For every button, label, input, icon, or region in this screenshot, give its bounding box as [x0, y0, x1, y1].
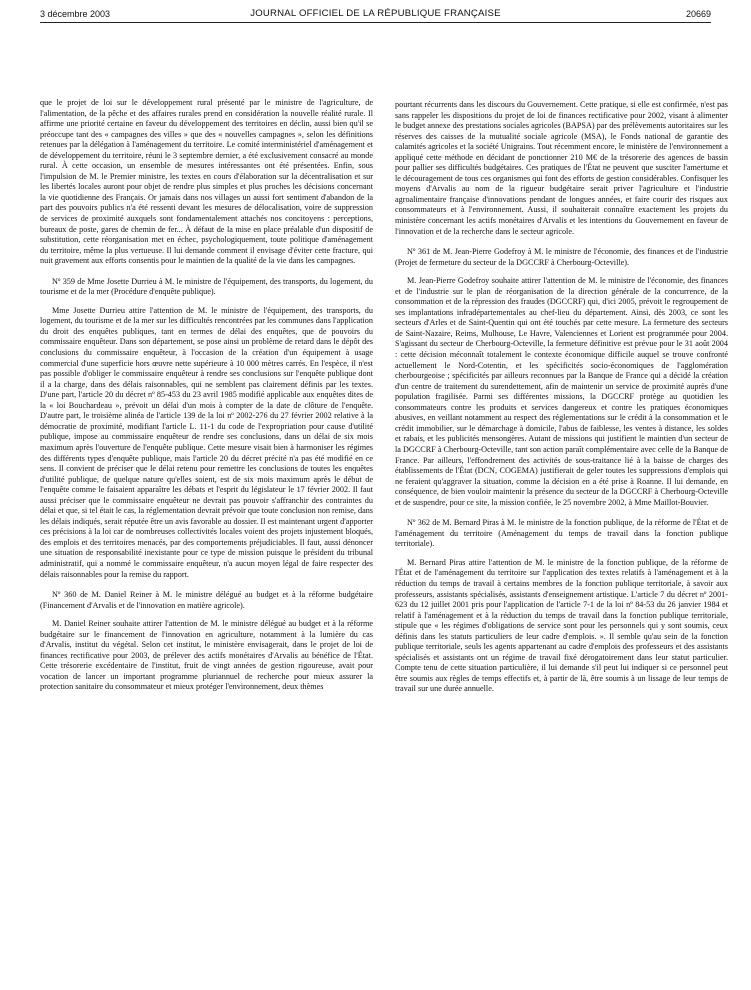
- question-360-heading: Nº 360 de M. Daniel Reiner à M. le ministre délégué au budget et à la réforme budgétaire (Financement d'Arvalis et de l'innovation en matière agricole).: [40, 590, 373, 610]
- question-361-heading: Nº 361 de M. Jean-Pierre Godefroy à M. le ministre de l'économie, des finances et de l'industrie (Projet de fermeture du secteur de la DGCCRF à Cherbourg-Octeville).: [395, 247, 728, 267]
- left-column: [40, 98, 373, 693]
- page-number: 20669: [685, 9, 711, 19]
- question-359-heading: Nº 359 de Mme Josette Durrieu à M. le ministre de l'équipement, des transports, du logement, du tourisme et de la mer (Procédure d'enquête publique).: [40, 276, 373, 297]
- question-359-body: Mme Josette Durrieu attire l'attention de M. le ministre de l'équipement, des transports, du logement, du tourisme et de la mer sur les difficultés rencontrées par les communes dans l'application du droit des enquêtes publiques, tant en termes de délai des enquêtes, que de pouvoirs du commissaire enquêteur. Dans son département, se pose ainsi un problème de retard dans le dépôt des conclusions du commissaire enquêteur, à l'occasion de la création d'un équipement à usage commercial d'une superficie hors œuvre nette supérieure à 10 000 mètres carrés. En l'espèce, il n'est pas possible d'obliger le commissaire enquêteur à rendre ses conclusions sur l'enquête publique dont il a la charge, dans des délais raisonnables, qui ne semblent pas clairement définis par les textes. D'une part, l'article 20 du décret nº 85-453 du 23 avril 1985 modifié applicable aux enquêtes dites de la « loi Bouchardeau », prévoit un délai d'un mois à compter de la date de clôture de l'enquête. D'autre part, le troisième alinéa de l'article 139 de la loi nº 2002-276 du 27 février 2002 relative à la démocratie de proximité, modifiant l'article L. 11-1 du code de l'expropriation pour cause d'utilité publique, impose au commissaire enquêteur de rendre ses conclusions, dans un délai de six mois maximum après l'ouverture de l'enquête publique. Cette mesure visait bien à harmoniser les régimes des différents types d'enquête publique, mais l'article 20 du décret précité n'a pas été modifié en ce sens. Il convient de préciser que le délai retenu pour remettre les conclusions de toutes les enquêtes d'utilité publique, de quelque nature qu'elles soient, est de six mois maximum après le début de l'enquête comme le faisaient apparaître les débats et l'esprit du législateur le 17 février 2002. Il faut aussi préciser que le commissaire enquêteur ne devrait pas pouvoir s'affranchir des contraintes du délai et que, si tel était le cas, la réglementation devrait prévoir que toute conclusion non remise, dans les délais indiqués, serait réputée être un avis favorable au dossier. Il est maintenant urgent d'apporter ces précisions à la loi car de nombreuses collectivités locales voient des projets injustement bloqués, des emplois et des territoires menacés, par des comportements préjudiciables. Il faut, aussi dénoncer une situation de responsabilité inexistante pour ce type de mission puisque le président du tribunal administratif, qui a nommé le commissaire enquêteur, n'a aucun moyen légal de faire respecter des délais raisonnables pour la remise du rapport.: [40, 305, 373, 579]
- question-362-heading: Nº 362 de M. Bernard Piras à M. le ministre de la fonction publique, de la réforme de l'État et de l'aménagement du territoire (Aménagement du temps de travail dans la fonction publique territoriale).: [395, 518, 728, 549]
- question-360-body: M. Daniel Reiner souhaite attirer l'attention de M. le ministre délégué au budget et à la réforme budgétaire sur le financement de l'innovation en agriculture, notamment à la lumière du cas d'Arvalis, institut du végétal. Selon cet institut, le ministère envisagerait, dans le projet de loi de finances rectificative pour 2003, de prélever des actifs monétaires d'Arvalis au bénéfice de l'État. Cette trésorerie excédentaire de l'institut, fruit de vingt années de gestion rigoureuse, avait pour vocation de lancer un important programme pluriannuel de recherche pour mieux assurer la protection sanitaire du consommateur et mieux protéger l'environnement, deux thèmes: [40, 619, 373, 692]
- page-header: [40, 7, 711, 21]
- question-362-body: M. Bernard Piras attire l'attention de M. le ministre de la fonction publique, de la réforme de l'État et de l'aménagement du territoire sur l'application des textes relatifs à l'aménagement et à la réduction du temps de travail à certains membres de la fonction publique territoriale, à savoir aux professeurs, assistants spécialisés, assistants d'enseignement artistique. L'article 7 du décret nº 2001-623 du 12 juillet 2001 pris pour l'application de l'article 7-1 de la loi nº 84-53 du 26 janvier 1984 et relatif à l'aménagement et à la réduction du temps de travail dans la fonction publique territoriale, stipule que « les régimes d'obligations de service sont pour les personnels qui y sont soumis, ceux définis dans les statuts particuliers de leur cadre d'emplois. ». Il semble qu'au sein de la fonction publique territoriale, seuls les agents appartenant au cadre d'emplois des professeurs et des assistants spécialisés et assistants ont un régime de travail fixé dérogatoirement dans leur statut particulier. Compte tenu de cette situation particulière, il lui demande s'il peut lui indiquer si ce personnel peut être soumis aux règles de temps effectifs et, à partir de là, être soumis à un lissage de leur temps de travail sur une durée annuelle.: [395, 557, 728, 694]
- question-361-body: M. Jean-Pierre Godefroy souhaite attirer l'attention de M. le ministre de l'économie, des finances et de l'industrie sur le plan de réorganisation de la direction générale de la concurrence, de la consommation et de la répression des fraudes (DGCCRF) qui, d'ici 2005, prévoit le regroupement de ses implantations infradépartementales au chef-lieu du département. Ainsi, dès 2003, ce sont les secteurs d'Arles et de Saint-Quentin qui ont été touchés par cette mesure. La fermeture des secteurs de Saint-Nazaire, Reims, Mulhouse, Le Havre, Valenciennes et Lorient est programmée pour 2004. S'agissant du secteur de Cherbourg-Octeville, la fermeture définitive est prévue pour le 31 août 2004 : cette décision méconnaît totalement le contexte économique difficile auquel se trouve confronté actuellement le Nord-Cotentin, et les spécificités socio-économiques de l'agglomération cherbourgeoise ; spécificités par ailleurs reconnues par la Banque de France qui a décidé la création d'un centre de traitement du surendettement, afin de maintenir un service de proximité auprès d'une population fragilisée. Parmi ses différentes missions, la DGCCRF protège au quotidien les consommateurs contre les produits et services dangereux et contre les pratiques économiques abusives, en veillant notamment au respect des réglementations sur le crédit à la consommation et le crédit immobilier, sur le démarchage à domicile, l'abus de faiblesse, les ventes à distance, les soldes et rabais, et les publicités mensongères. Autant de missions qui justifient le maintien d'un secteur de la DGCCRF à Cherbourg-Octeville, tant son action paraît complémentaire avec celle de la Banque de France. Par ailleurs, l'effondrement des activités de sous-traitance lié à la baisse de charges des établissements de l'État (DCN, COGEMA) justifierait de geler toutes les suppressions d'emplois qui ne feraient qu'aggraver la situation, comme la décision en a été prise à Roanne. Il lui demande, en conséquence, de bien vouloir maintenir la présence du secteur de la DGCCRF à Cherbourg-Octeville et de suspendre, pour ce site, la mission confiée, le 25 novembre 2002, à Mme Maillot-Bouvier.: [395, 276, 728, 507]
- journal-title: JOURNAL OFFICIEL DE LA RÉPUBLIQUE FRANÇAISE: [250, 8, 501, 19]
- header-rule: [40, 22, 711, 23]
- continued-paragraph-right: pourtant récurrents dans les discours du Gouvernement. Cette pratique, si elle est confirmée, n'est pas sans rappeler les dispositions du projet de loi de finances rectificative pour 2002, visant à alimenter le budget annexe des prestations sociales agricoles (BAPSA) par des prélèvements autoritaires sur les réserves des caisses de la mutualité sociale agricole (MSA), le Fonds national de garantie des calamités agricoles et la société Unigrains. Tout récemment encore, le ministère de l'environnement a appliqué cette méthode en décidant de ponctionner 210 M€ de la trésorerie des agences de bassin pour pallier ses difficultés budgétaires. Ces pratiques de l'État ne peuvent que susciter l'amertume et le découragement de tous ces organismes qui font des efforts de gestion considérables. Confisquer les moyens d'Arvalis au nom de la rigueur budgétaire serait priver l'agriculture et l'industrie agroalimentaire française d'innovations pendant de longues années, et faire courir des risques aux consommateurs et à l'environnement. Aussi, il souhaiterait connaître exactement les projets du ministère concernant les actifs monétaires d'Arvalis et les intentions du Gouvernement en faveur de l'innovation et de la recherche dans le secteur agricole.: [395, 100, 728, 236]
- continued-paragraph: que le projet de loi sur le développement rural présenté par le ministre de l'agriculture, de l'alimentation, de la pêche et des affaires rurales prend en considération la nouvelle réalité rurale. Il affirme une priorité certaine en faveur du développement des territoires en déclin, aussi bien qu'il se préoccupe tant des « campagnes des villes » que des « nouvelles campagnes », selon les définitions retenues par la délégation à l'aménagement du territoire. Le comité interministériel d'aménagement et de développement du territoire, réuni le 3 septembre dernier, a été exclusivement consacré au monde rural. À cette occasion, un ensemble de mesures intéressantes ont été présentées. Enfin, sous l'impulsion de M. le Premier ministre, les textes en cours d'élaboration sur la décentralisation et sur les libertés locales auront pour objet de rendre plus simples et plus proches les décisions concernant la vie quotidienne des Français. Or jamais dans nos villages un aussi fort sentiment d'abandon de la part des pouvoirs publics n'a été ressenti devant les mesures de délocalisation, voire de suppression de services de proximité auxquels sont fondamentalement attachés nos concitoyens : perceptions, bureaux de poste, gares de chemin de fer... À défaut de la mise en place préalable d'un dispositif de substitution, cette réorganisation met en échec, psychologiquement, toute politique d'aménagement du territoire, même la plus vertueuse. Il lui demande comment il envisage d'éviter cette fracture, qui nuit gravement aux efforts consentis pour le maintien de la qualité de la vie dans les campagnes.: [40, 98, 373, 266]
- right-column: [395, 100, 728, 695]
- header-date: 3 décembre 2003: [40, 9, 111, 19]
